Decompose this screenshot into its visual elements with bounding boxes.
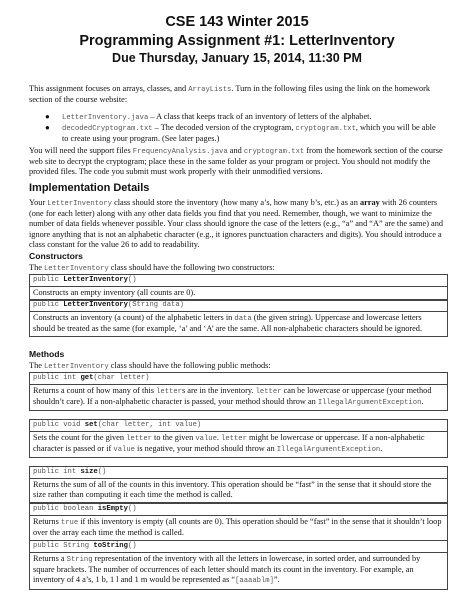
course-title: CSE 143 Winter 2015	[165, 14, 309, 30]
constructors-heading: Constructors	[29, 251, 83, 261]
method-box-size	[29, 466, 448, 503]
method-signature: public void set(char letter, int value)	[30, 420, 447, 432]
methods-heading: Methods	[29, 349, 65, 359]
method-box-get	[29, 372, 448, 411]
constructor-signature: public LetterInventory()	[30, 275, 447, 287]
method-signature: public int get(char letter)	[30, 373, 447, 385]
file-item-letterinventory: LetterInventory.java – A class that keeps track of an inventory of letters of the alphabet.	[62, 112, 372, 122]
constructor-description: Constructs an inventory (a count) of the alphabetic letters in data (the given string). Uppercase and lowercase letters should be treated as the same (for example, ‘a’ and ‘A’ are the same. All non-alphabetic characters should be ignored.	[33, 313, 423, 334]
method-description: Returns the sum of all of the counts in this inventory. This operation should be “fast” in the sense that it should store the size rather than computing it each time the method is called.	[33, 480, 432, 500]
constructor-box-empty	[29, 274, 448, 301]
method-signature: public boolean isEmpty()	[30, 504, 447, 516]
constructor-signature: public LetterInventory(String data)	[30, 300, 447, 312]
assignment-title: Programming Assignment #1: LetterInventory	[79, 33, 395, 49]
method-signature: public int size()	[30, 467, 447, 479]
implementation-heading: Implementation Details	[29, 182, 150, 194]
constructor-description: Constructs an empty inventory (all counts are 0).	[33, 288, 196, 297]
constructors-intro: The LetterInventory class should have the following two constructors:	[29, 263, 275, 273]
bullet-icon: ●	[45, 123, 50, 132]
method-signature: public String toString()	[30, 541, 447, 553]
constructor-box-string	[29, 299, 448, 337]
file-item-decoded-cryptogram: decodedCryptogram.txt – The decoded version of the cryptogram, cryptogram.txt, which you will be able to create using your program. (See later pages.)	[62, 123, 436, 144]
method-box-isempty	[29, 503, 448, 541]
bullet-icon: ●	[45, 112, 50, 121]
method-description: Returns a String representation of the inventory with all the letters in lowercase, in sorted order, and surrounded by square brackets. The number of occurrences of each letter should match its count in the inventory. For example, an inventory of 4 a’s, 1 b, 1 l and 1 m would be represented as “[aaaablm]”.	[33, 554, 421, 586]
support-files-paragraph: You will need the support files FrequencyAnalysis.java and cryptogram.txt from the homework section of the course web site to decrypt the cryptogram; place these in the same folder as your program or project. You should not modify the provided files. The code you submit must work properly with their unmodified versions.	[29, 146, 443, 177]
methods-intro: The LetterInventory class should have the following public methods:	[29, 361, 271, 371]
method-description: Returns a count of how many of this letters are in the inventory. letter can be lowercase or uppercase (your method shouldn’t care). If a non-alphabetic character is passed, your method should throw an IllegalArgumentException.	[33, 386, 432, 408]
method-description: Sets the count for the given letter to the given value. letter might be lowercase or uppercase. If a non-alphabetic character is passed or if value is negative, your method should throw an IllegalArgumentException.	[33, 433, 425, 455]
due-date: Due Thursday, January 15, 2014, 11:30 PM	[112, 51, 362, 65]
method-description: Returns true if this inventory is empty (all counts are 0). This operation should be “fast” in the sense that it shouldn’t loop over the array each time the method is called.	[33, 517, 442, 538]
method-box-tostring	[29, 540, 448, 590]
method-box-set	[29, 419, 448, 458]
intro-paragraph: This assignment focuses on arrays, classes, and ArrayLists. Turn in the following files using the link on the homework section of the course website:	[29, 84, 431, 105]
implementation-paragraph: Your LetterInventory class should store the inventory (how many a’s, how many b’s, etc.) as an array with 26 counters (one for each letter) along with any other data fields you find that you need. Remember, though, we want to minimize the number of data fields whenever possible. Your class should ignore the case of the letters (e.g., “a” and “A” are the same) and ignore anything that is not an alphabetic character (e.g., it ignores punctuation characters and digits). You should introduce a class constant for the value 26 to add to readability.	[29, 198, 444, 249]
